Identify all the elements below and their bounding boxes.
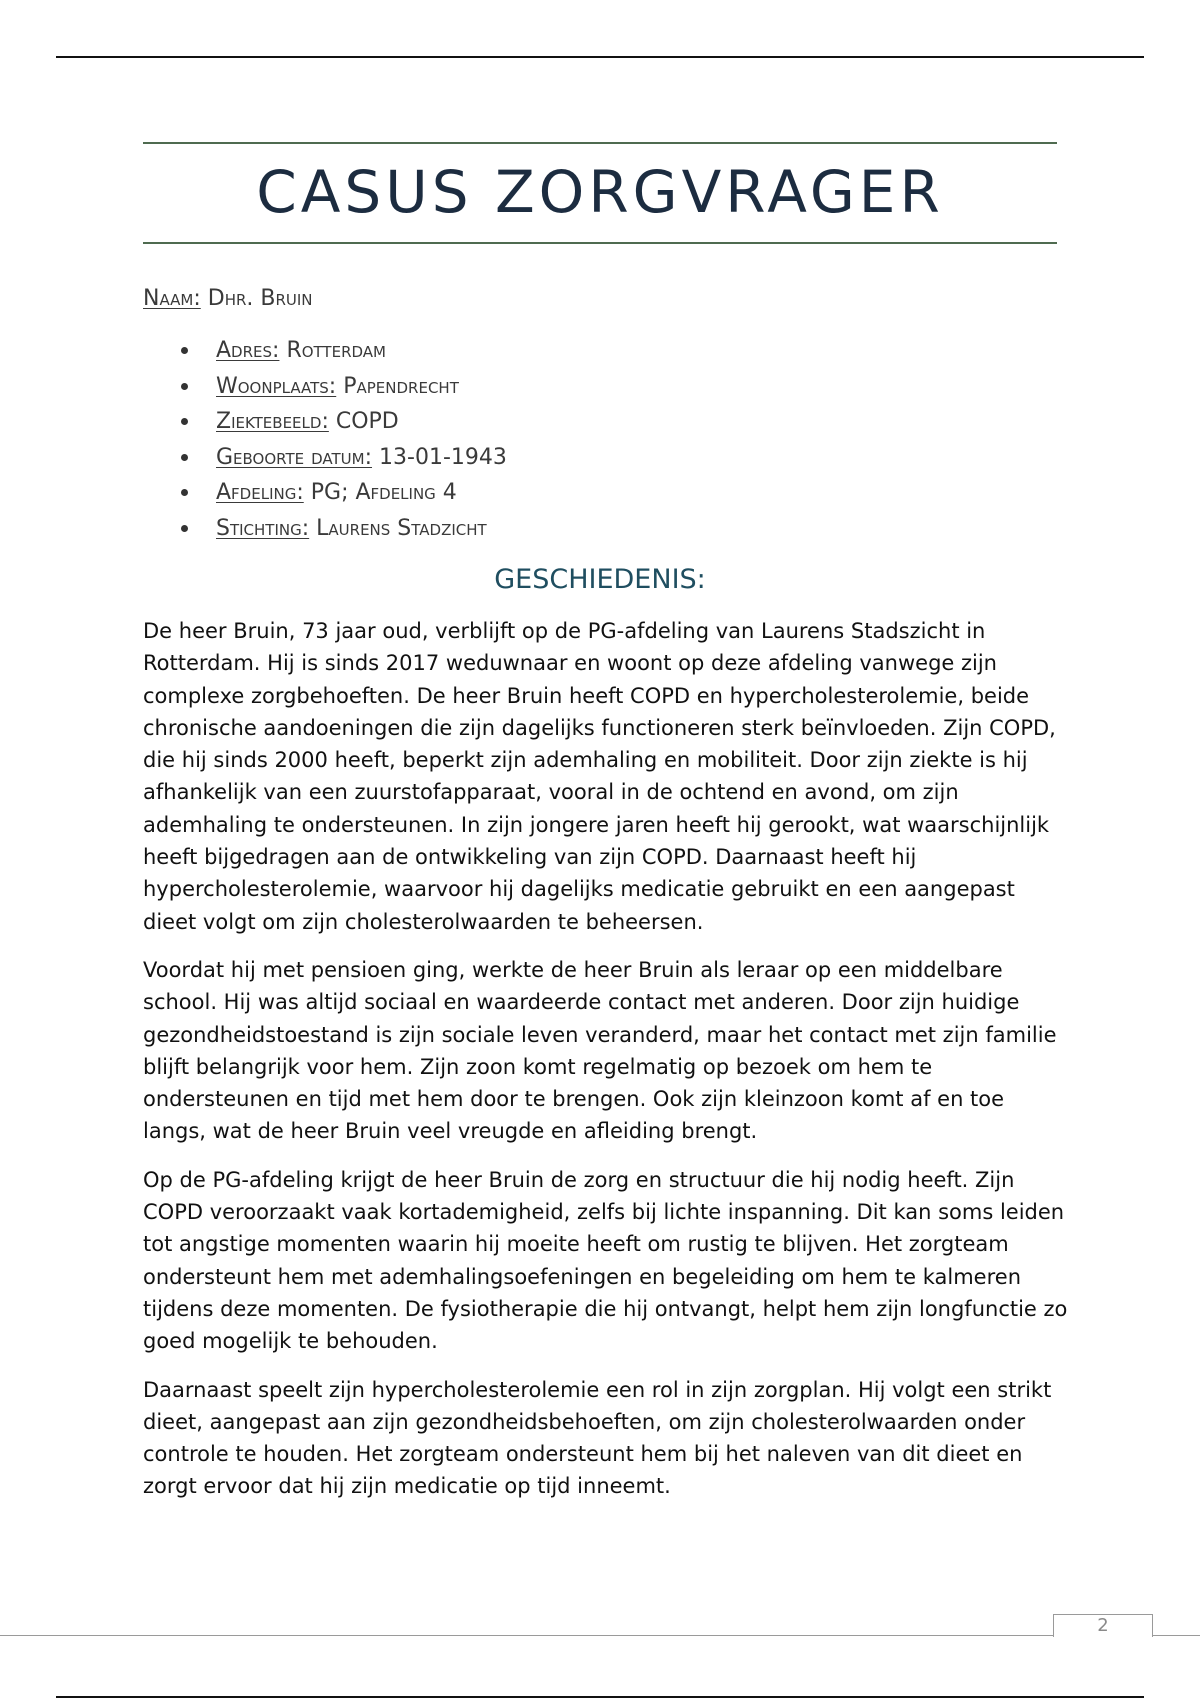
history-paragraph-4: Daarnaast speelt zijn hypercholesterolemie een rol in zijn zorgplan. Hij volgt een strikt dieet, aangepast aan zijn gezondheidsbehoeften, om zijn cholesterolwaarden onder controle te houden. Het zorgteam ondersteunt hem bij het naleven van dit dieet en zorgt ervoor dat hij zijn medicatie op tijd inneemt.	[143, 1377, 1052, 1499]
bullet-icon	[181, 525, 188, 532]
document-title: CASUS ZORGVRAGER	[256, 158, 944, 226]
detail-residence	[143, 369, 507, 405]
bullet-icon	[181, 418, 188, 425]
history-paragraph-3: Op de PG-afdeling krijgt de heer Bruin de zorg en structuur die hij nodig heeft. Zijn COPD veroorzaakt vaak kortademigheid, zelfs bij lichte inspanning. Dit kan soms leiden tot angstige momenten waarin hij moeite heeft om rustig te blijven. Het zorgteam ondersteunt hem met ademhalingsoefeningen en begeleiding om hem te kalmeren tijdens deze momenten. De fysiotherapie die hij ontvangt, helpt hem zijn longfunctie zo goed mogelijk te behouden.	[143, 1167, 1068, 1354]
bullet-icon	[181, 383, 188, 390]
detail-label: Woonplaats:	[216, 373, 337, 399]
title-top-rule	[143, 142, 1057, 144]
detail-value: PG; Afdeling 4	[310, 480, 457, 505]
patient-name-line	[143, 284, 313, 314]
detail-label: Geboorte datum:	[216, 444, 373, 470]
title-bottom-rule	[143, 242, 1057, 244]
patient-details-list	[143, 333, 507, 546]
detail-birthdate	[143, 440, 507, 476]
patient-name-label: Naam:	[143, 286, 201, 311]
detail-department	[143, 475, 507, 511]
detail-label: Adres:	[216, 338, 280, 363]
detail-address	[143, 333, 507, 369]
history-paragraph-2: Voordat hij met pensioen ging, werkte de heer Bruin als leraar op een middelbare school. Hij was altijd sociaal en waardeerde contact met anderen. Door zijn huidige gezondheidstoestand is zijn sociale leven veranderd, maar het contact met zijn familie blijft belangrijk voor hem. Zijn zoon komt regelmatig op bezoek om hem te ondersteunen en tijd met hem door te brengen. Ook zijn kleinzoon komt af en toe langs, wat de heer Bruin veel vreugde en afleiding brengt.	[143, 957, 1057, 1144]
header-rule	[56, 56, 1144, 58]
bottom-rule	[56, 1696, 1144, 1698]
bullet-icon	[181, 347, 188, 354]
detail-label: Ziektebeeld:	[216, 409, 329, 434]
bullet-icon	[181, 454, 188, 461]
detail-diagnosis	[143, 404, 507, 440]
detail-label: Afdeling:	[216, 480, 304, 505]
detail-foundation	[143, 511, 507, 547]
history-heading: GESCHIEDENIS:	[494, 564, 706, 595]
history-body	[143, 615, 1068, 1519]
detail-label: Stichting:	[216, 515, 310, 541]
patient-name-value: Dhr. Bruin	[207, 286, 313, 311]
bullet-icon	[181, 489, 188, 496]
detail-value: COPD	[335, 409, 399, 434]
detail-value: Laurens Stadzicht	[316, 515, 487, 541]
detail-value: Papendrecht	[343, 373, 459, 399]
detail-value: Rotterdam	[286, 338, 386, 363]
detail-value: 13-01-1943	[379, 444, 507, 470]
page-number: 2	[1053, 1614, 1153, 1637]
footer-rule	[0, 1635, 1200, 1636]
history-paragraph-1: De heer Bruin, 73 jaar oud, verblijft op de PG-afdeling van Laurens Stadszicht in Rotterdam. Hij is sinds 2017 weduwnaar en woont op deze afdeling vanwege zijn complexe zorgbehoeften. De heer Bruin heeft COPD en hypercholesterolemie, beide chronische aandoeningen die zijn dagelijks functioneren sterk beïnvloeden. Zijn COPD, die hij sinds 2000 heeft, beperkt zijn ademhaling en mobiliteit. Door zijn ziekte is hij afhankelijk van een zuurstofapparaat, vooral in de ochtend en avond, om zijn ademhaling te ondersteunen. In zijn jongere jaren heeft hij gerookt, wat waarschijnlijk heeft bijgedragen aan de ontwikkeling van zijn COPD. Daarnaast heeft hij hypercholesterolemie, waarvoor hij dagelijks medicatie gebruikt en een aangepast dieet volgt om zijn cholesterolwaarden te beheersen.	[143, 619, 1056, 934]
